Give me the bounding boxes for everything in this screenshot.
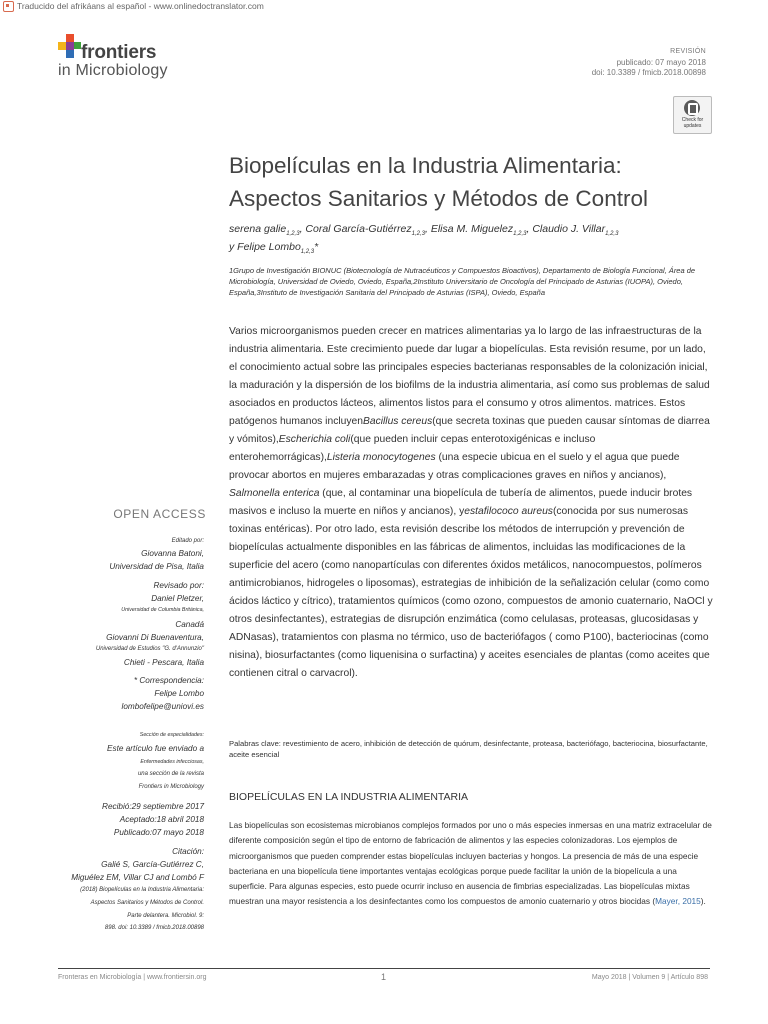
- title-line-2: Aspectos Sanitarios y Métodos de Control: [229, 186, 648, 211]
- specialty-section-journal: Frontiers in Microbiology: [138, 784, 204, 790]
- author-name[interactable]: Coral García-Gutiérrez: [305, 223, 412, 235]
- specialty-section-label: Sección de especialidades:: [139, 732, 204, 738]
- abstract-text: (conocida por sus numerosas toxinas entéricas). Por otro lado, esta revisión describe los métodos de interrupción y prevención de biopelículas actualmente disponibles en las fábricas de alimentos, incluidas las modificaciones de la superficie del acero (como nanopartículas con diferentes óxidos metálicos, nanocompuestos, polímeros antimicrobianos, hidrogeles o liposomas), estrategias de inhibición de la señalización celular (como como ácidos láctico y cítrico), tratamientos químicos (como ozono, compuestos de amonio cuaternario, NaOCl y otros desinfectantes), estrategias de disrupción enzimática (como celulasas, proteasas, glucosidasas y ADNasas), tratamientos con plasma no térmico, uso de bacteriófagos ( como P100), bacteriocinas (como nisina), biosurfactantes (como liquenisina o surfactina) y aceites esenciales de plantas (como aceites que contienen citral o carvacrol).: [229, 506, 713, 679]
- species-name: estafilococo aureus: [464, 506, 553, 517]
- abstract-text: (que, al contaminar una biopelícula de tubería de alimentos, puede inducir brotes masivos e incluso la muerte en niños y ancianos), y: [229, 488, 693, 517]
- citation-line: Aspectos Sanitarios y Métodos de Control.: [90, 900, 204, 906]
- species-name: Escherichia coli: [278, 434, 351, 445]
- logo-journal-name: in Microbiology: [58, 62, 168, 79]
- article-type: REVISIÓN: [670, 48, 706, 55]
- affiliations: 1Grupo de Investigación BIONUC (Biotecnología de Nutracéuticos y Compuestos Bioactivos), Departamento de Biología Funcional, Área de Microbiología, Universidad de Oviedo, Oviedo, España,2Instituto Universitario de Oncología del Principado de Asturias (IUOPA), Oviedo, España,3Instituto de Investigación Sanitaria del Principado de Asturias (ISPA), Oviedo, España: [229, 266, 696, 297]
- specialty-section-name: Enfermedades infecciosas,: [140, 759, 204, 765]
- editor-affiliation: Universidad de Pisa, Italia: [109, 562, 204, 571]
- corresponding-mark: *: [314, 241, 319, 254]
- citation-line: Parte delantera. Microbiol. 9:: [127, 913, 204, 919]
- edited-by-label: Editado por:: [171, 538, 204, 544]
- author-affil-sup: 1,2,3: [286, 231, 300, 238]
- reviewer-affiliation: Universidad de Estudios "G. d'Annunzio": [95, 646, 204, 652]
- reviewer-country: Canadá: [175, 620, 204, 629]
- check-for-updates-badge[interactable]: [673, 96, 712, 134]
- intro-text-end: ).: [700, 896, 706, 907]
- bookmark-icon: [684, 100, 700, 116]
- page-number: 1: [381, 972, 387, 982]
- abstract: [229, 323, 715, 683]
- author-affil-sup: 1,2,3: [513, 231, 527, 238]
- species-name: Bacillus cereus: [362, 416, 433, 427]
- author-affil-sup: 1,2,3: [411, 231, 425, 238]
- reviewer-name: Giovanni Di Buenaventura,: [106, 633, 204, 642]
- published-date: publicado: 07 mayo 2018: [616, 57, 706, 67]
- abstract-text: (que pueden incluir cepas enterotoxigénicas e incluso enterohemorrágicas),: [229, 434, 596, 463]
- correspondence-email[interactable]: lombofelipe@uniovi.es: [121, 702, 204, 711]
- specialty-section-of: una sección de la revista: [137, 771, 204, 777]
- keywords: Palabras clave: revestimiento de acero, inhibición de detección de quórum, desinfectante, proteasa, bacteriófago, bacteriocina, biosurfactante, aceite esencial: [229, 739, 708, 759]
- article-title: [229, 149, 709, 215]
- citation-label: Citación:: [172, 847, 204, 856]
- citation-line: Miguélez EM, Villar CJ and Lombó F: [71, 873, 204, 882]
- published-date-side: Publicado:07 mayo 2018: [113, 828, 204, 837]
- correspondence-name: Felipe Lombo: [154, 689, 204, 698]
- citation-line: (2018) Biopelículas en la Industria Alimentaria:: [80, 887, 204, 893]
- logo-wordmark: frontiers: [81, 42, 157, 63]
- species-name: Salmonella enterica: [229, 488, 320, 499]
- author-affil-sup: 1,2,3: [300, 249, 315, 256]
- translator-link[interactable]: Traducido del afrikáans al español - www.onlinedoctranslator.com: [17, 1, 264, 11]
- translate-icon: [3, 1, 14, 12]
- author-name[interactable]: Claudio J. Villar: [532, 223, 606, 235]
- citation-link[interactable]: Mayer, 2015: [655, 896, 701, 907]
- check-badge-line1: Check for: [681, 117, 704, 123]
- accepted-date: Aceptado:18 abril 2018: [119, 815, 204, 824]
- intro-paragraph: [229, 818, 715, 910]
- citation-doi[interactable]: 898. doi: 10.3389 / fmicb.2018.00898: [104, 925, 204, 931]
- abstract-text: (que secreta toxinas que pueden causar síntomas de diarrea y vómitos),: [229, 416, 710, 445]
- author-name[interactable]: Elisa M. Miguelez: [430, 223, 514, 235]
- specialty-section-text: Este artículo fue enviado a: [107, 744, 204, 753]
- title-line-1: Biopelículas en la Industria Alimentaria:: [229, 153, 622, 178]
- received-date: Recibió:29 septiembre 2017: [102, 802, 204, 811]
- species-name: Listeria monocytogenes: [326, 452, 436, 463]
- author-name[interactable]: serena galie: [229, 223, 287, 235]
- citation-line: Galié S, García-Gutiérrez C,: [101, 860, 204, 869]
- author-list: serena galie$_{1,2,3}$, Coral García-Gutiérrez$_{1,2,3}$, Elisa M. Miguelez$_{1,2,3}$, Claudio J. Villar$_{1,2,3}$ y Felipe Lombo$_{1,2,3}$*: [229, 223, 619, 256]
- frontiers-logo-icon: [58, 34, 82, 60]
- doi[interactable]: doi: 10.3389 / fmicb.2018.00898: [591, 68, 706, 77]
- reviewer-name: Daniel Pletzer,: [151, 594, 204, 603]
- footer-journal-link[interactable]: Fronteras en Microbiología | www.frontiersin.org: [58, 974, 207, 981]
- intro-text: Las biopelículas son ecosistemas microbianos complejos formados por uno o más especies inmersas en una matriz extracelular de diferente composición según el tipo de entorno de fabricación de alimentos y las especies colonizadoras. Los ejemplos de microorganismos que pueden comprender estas biopelículas incluyen bacterias y hongos. La presencia de más de una especie bacteriana en una biopelícula tiene importantes ventajas ecológicas porque puede facilitar la unión de la biopelícula a una superficie. Para algunas especies, esto puede ocurrir incluso en ausencia de fimbrias especializadas. Las biopelículas mixtas muestran una mayor resistencia a los desinfectantes como los compuestos de amonio cuaternario y otros biocidas (: [229, 820, 712, 907]
- footer-divider: [58, 968, 710, 969]
- correspondence-label: * Correspondencia:: [133, 676, 204, 685]
- journal-logo: [58, 34, 238, 84]
- check-badge-line2: updates: [683, 122, 702, 129]
- abstract-text: (una especie ubicua en el suelo y el agua que puede provocar abortos en mujeres embarazadas y otras complicaciones graves en niños y ancianos),: [229, 452, 680, 481]
- author-name[interactable]: y Felipe Lombo: [229, 241, 301, 254]
- abstract-text: Varios microorganismos pueden crecer en matrices alimentarias ya lo largo de las infraestructuras de la industria alimentaria. Este crecimiento puede dar lugar a biopelículas. Esta revisión resume, por un lado, el conocimiento actual sobre las principales especies bacterianas responsables de la colonización inicial, la maduración y la dispersión de los biofilms de la industria alimentaria, así como sus problemas de salud asociados en productos lácteos, alimentos listos para el consumo y otros alimentos. matrices. Estos patógenos humanos incluyen: [229, 326, 710, 427]
- reviewed-by-label: Revisado por:: [153, 581, 204, 590]
- reviewer-affiliation: Universidad de Columbia Británica,: [121, 607, 204, 613]
- section-heading: BIOPELÍCULAS EN LA INDUSTRIA ALIMENTARIA: [229, 791, 469, 803]
- open-access-label: OPEN ACCESS: [113, 507, 206, 521]
- footer-issue-info: Mayo 2018 | Volumen 9 | Artículo 898: [591, 974, 708, 981]
- translator-bar[interactable]: [0, 0, 264, 12]
- article-meta: [592, 47, 706, 79]
- author-affil-sup: 1,2,3: [605, 231, 619, 238]
- reviewer-city: Chieti - Pescara, Italia: [123, 658, 204, 667]
- editor-name: Giovanna Batoni,: [141, 549, 204, 558]
